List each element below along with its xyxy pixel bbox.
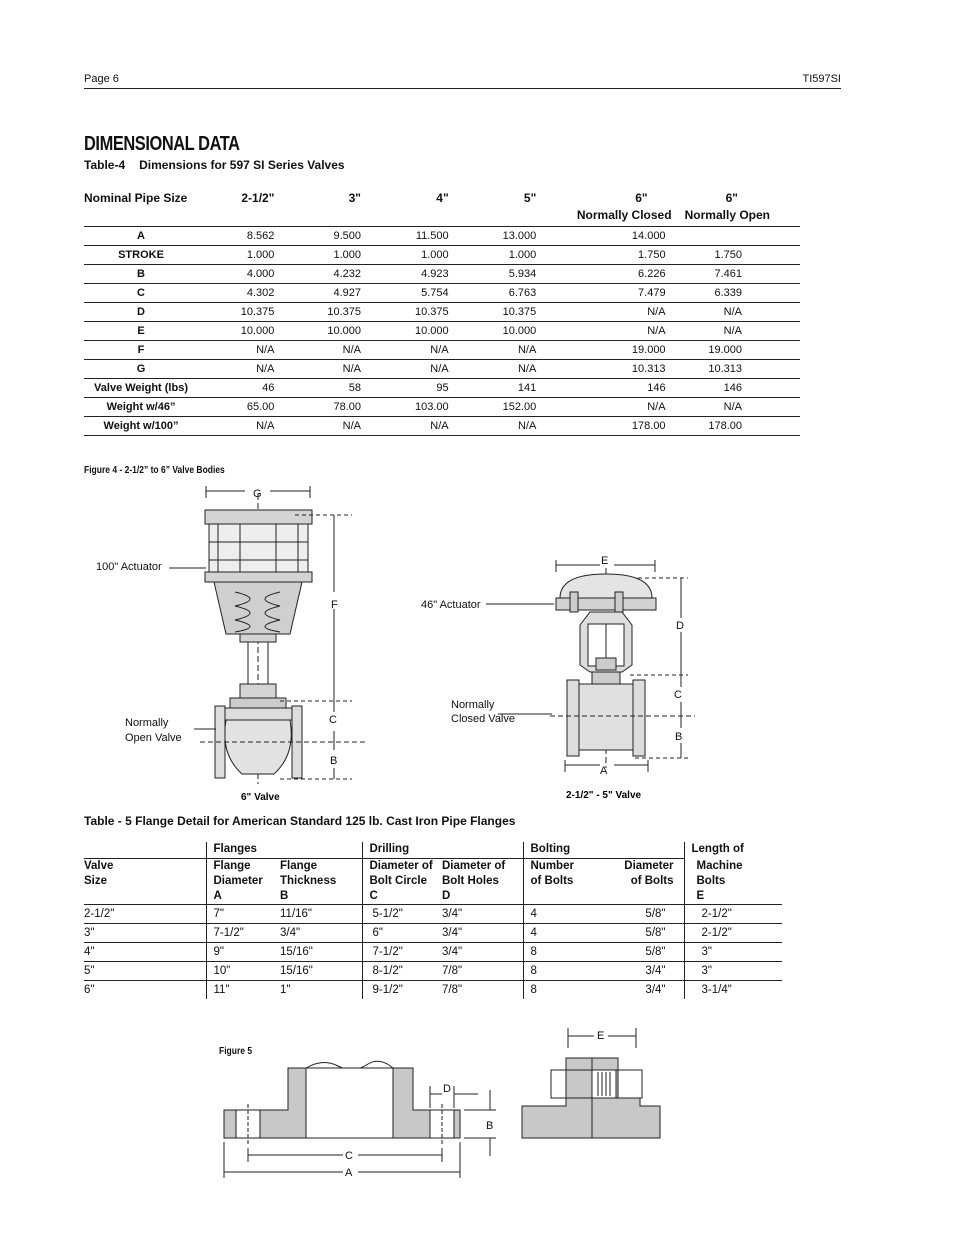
flange-dim-C-label: C [345,1150,353,1162]
page-number: Page 6 [84,73,119,85]
dim-C-label: C [329,714,337,726]
length-group-header: Length of [684,842,782,859]
col-bolt-circle: Diameter of Bolt Circle C [362,859,442,905]
dim-cell: 4.923 [367,265,455,284]
table4-caption-text: Dimensions for 597 SI Series Valves [139,158,345,172]
dim-cell: 1.000 [198,246,280,265]
flange-cell: 3/4" [442,924,523,943]
dim-cell: 1.000 [367,246,455,265]
dim-cell: 11.500 [367,227,455,246]
dim-cell: 65.00 [198,398,280,417]
dim-table-header-0: Nominal Pipe Size [84,191,188,205]
flange-cell: 8 [523,981,616,1000]
col-diameter-bolts: Diameter of Bolts [616,859,684,905]
dim-cell: 10.313 [542,360,679,379]
flange-table-row [84,981,782,1000]
dim-cell: N/A [680,322,800,341]
dim-cell: N/A [455,417,543,436]
flange-dim-B-label: B [486,1120,494,1132]
col-valve-size: Valve Size [84,859,206,905]
six-inch-valve-caption: 6" Valve [241,792,280,803]
document-id: TI597SI [802,73,841,85]
section-title: DIMENSIONAL DATA [84,133,240,155]
dim-table-row [84,322,800,341]
dim-cell: N/A [367,360,455,379]
normally-closed-label-2: Closed Valve [451,713,515,725]
flange-table-row [84,905,782,924]
dim-cell: N/A [455,341,543,360]
dim-row-label: E [84,322,198,341]
dim-C2-label: C [674,689,682,701]
dim-cell: N/A [680,303,800,322]
dim-cell: 10.375 [455,303,543,322]
six-inch-valve-drawing [90,484,380,804]
dim-cell: 6.226 [542,265,679,284]
dim-cell: 10.313 [680,360,800,379]
flange-detail-table [84,842,782,999]
dim-cell: 4.232 [280,265,367,284]
table5-caption: Table - 5 Flange Detail for American Standard 125 lb. Cast Iron Pipe Flanges [84,814,516,828]
flange-table-row [84,962,782,981]
actuator-46-label: 46" Actuator [421,599,481,611]
flange-cell: 2-1/2" [684,924,782,943]
dim-cell: N/A [367,417,455,436]
normally-closed-label-1: Normally [451,699,495,711]
dim-cell: 178.00 [680,417,800,436]
dim-table-row [84,360,800,379]
dim-table-row [84,284,800,303]
flange-cell: 2-1/2" [684,905,782,924]
dim-cell: 1.750 [680,246,800,265]
flange-cell: 3" [684,943,782,962]
dim-cell: 78.00 [280,398,367,417]
flanges-group-header: Flanges [206,842,362,859]
dim-cell: N/A [542,303,679,322]
flange-valve-size: 2-1/2" [84,905,206,924]
dim-row-label: STROKE [84,246,198,265]
dim-cell: 13.000 [455,227,543,246]
dim-cell [680,227,800,246]
dimensions-table [84,190,800,436]
normally-open-label-2: Open Valve [125,732,182,744]
dim-cell: N/A [198,341,280,360]
dim-cell: 10.000 [455,322,543,341]
dim-cell: 19.000 [680,341,800,360]
dim-cell: N/A [280,341,367,360]
dim-cell: N/A [198,360,280,379]
dim-cell: 10.000 [280,322,367,341]
dim-table-row [84,341,800,360]
dim-cell: 178.00 [542,417,679,436]
table4-caption [84,158,345,172]
flange-valve-size: 6" [84,981,206,1000]
dim-G-label: G [253,488,262,500]
dim-table-row [84,246,800,265]
dim-table-row [84,303,800,322]
flange-cell: 5/8" [616,924,684,943]
dim-cell: 7.479 [542,284,679,303]
flange-table-row [84,924,782,943]
dim-D-label: D [676,620,684,632]
flange-section-drawing [218,1060,500,1180]
dim-B2-label: B [675,731,683,743]
actuator-100-label: 100" Actuator [96,561,162,573]
flange-cell: 10" [206,962,280,981]
flange-cell: 3" [684,962,782,981]
dim-cell: 1.000 [280,246,367,265]
flange-cell: 3-1/4" [684,981,782,1000]
dim-table-row [84,265,800,284]
flange-cell: 5-1/2" [362,905,442,924]
col-flange-diameter: Flange Diameter A [206,859,280,905]
flange-cell: 8-1/2" [362,962,442,981]
flange-cell: 4 [523,905,616,924]
figure4-caption: Figure 4 - 2-1/2” to 6” Valve Bodies [84,465,225,476]
dim-cell: 5.754 [367,284,455,303]
flange-cell: 5/8" [616,943,684,962]
dim-cell: N/A [542,322,679,341]
flange-valve-size: 5" [84,962,206,981]
flange-cell: 11/16" [280,905,362,924]
flange-cell: 15/16" [280,943,362,962]
dim-E-label: E [601,555,609,567]
dim-cell: 7.461 [680,265,800,284]
col-bolt-holes: Diameter of Bolt Holes D [442,859,523,905]
dim-row-label: F [84,341,198,360]
dim-row-label: B [84,265,198,284]
dim-table-row [84,379,800,398]
flange-cell: 7" [206,905,280,924]
dim-row-label: Weight w/46” [84,398,198,417]
small-valve-drawing [420,550,710,802]
dim-row-label: D [84,303,198,322]
dim-cell: 103.00 [367,398,455,417]
flange-cell: 7/8" [442,981,523,1000]
dim-cell: 146 [680,379,800,398]
dim-cell: 46 [198,379,280,398]
figure5-caption: Figure 5 [219,1046,253,1057]
dim-cell: N/A [542,398,679,417]
joint-dim-E-label: E [597,1030,605,1042]
dim-F-label: F [331,599,338,611]
flange-valve-size: 4" [84,943,206,962]
flange-cell: 3/4" [442,943,523,962]
flange-cell: 9-1/2" [362,981,442,1000]
dim-table-header-2: 3" [348,191,361,205]
bolted-joint-drawing [518,1022,664,1142]
dim-cell: 152.00 [455,398,543,417]
flange-cell: 15/16" [280,962,362,981]
dim-table-row [84,417,800,436]
flange-cell: 6" [362,924,442,943]
dim-cell: N/A [455,360,543,379]
flange-dim-A-label: A [345,1167,353,1179]
dim-cell: N/A [280,360,367,379]
table4-label: Table-4 [84,158,126,172]
dim-cell: 19.000 [542,341,679,360]
dim-cell: 10.000 [367,322,455,341]
dim-table-header-5: 6" Normally Closed [576,191,672,222]
flange-cell: 11" [206,981,280,1000]
dim-cell: N/A [367,341,455,360]
flange-cell: 7-1/2" [206,924,280,943]
dim-B-label: B [330,755,338,767]
dim-table-row [84,398,800,417]
dim-cell: 8.562 [198,227,280,246]
dim-cell: 141 [455,379,543,398]
dim-cell: 146 [542,379,679,398]
dim-row-label: Valve Weight (lbs) [84,379,198,398]
dim-cell: 1.000 [455,246,543,265]
dim-cell: 14.000 [542,227,679,246]
flange-cell: 3/4" [616,962,684,981]
dim-cell: 4.927 [280,284,367,303]
flange-cell: 1" [280,981,362,1000]
dim-cell: 10.375 [280,303,367,322]
dim-table-row [84,227,800,246]
dim-cell: N/A [280,417,367,436]
dim-row-label: Weight w/100” [84,417,198,436]
dim-table-header-4: 5" [523,191,537,205]
dim-row-label: C [84,284,198,303]
dim-row-label: G [84,360,198,379]
small-valve-caption: 2-1/2" - 5" Valve [566,790,642,801]
dim-cell: 9.500 [280,227,367,246]
dim-row-label: A [84,227,198,246]
flange-dim-D-label: D [443,1083,451,1095]
dim-cell: 58 [280,379,367,398]
drilling-group-header: Drilling [362,842,523,859]
col-flange-thickness: Flange Thickness B [280,859,362,905]
flange-valve-size: 3" [84,924,206,943]
dim-cell: 6.763 [455,284,543,303]
dim-cell: 5.934 [455,265,543,284]
flange-cell: 7-1/2" [362,943,442,962]
flange-cell: 9" [206,943,280,962]
dim-cell: 10.000 [198,322,280,341]
dimensions-table-header [84,190,800,227]
dim-cell: 10.375 [198,303,280,322]
flange-cell: 3/4" [616,981,684,1000]
dim-cell: 6.339 [680,284,800,303]
normally-open-label-1: Normally [125,717,169,729]
flange-cell: 3/4" [442,905,523,924]
header-rule [84,88,841,89]
col-number-bolts: Number of Bolts [523,859,616,905]
flange-cell: 8 [523,962,616,981]
dim-cell: 95 [367,379,455,398]
flange-table-row [84,943,782,962]
bolting-group-header: Bolting [523,842,684,859]
dim-cell: N/A [198,417,280,436]
flange-cell: 7/8" [442,962,523,981]
flange-cell: 4 [523,924,616,943]
dim-cell: 1.750 [542,246,679,265]
flange-cell: 3/4" [280,924,362,943]
dim-table-header-1: 2-1/2" [241,191,275,205]
dim-cell: N/A [680,398,800,417]
dim-table-header-3: 4" [436,191,449,205]
dim-table-header-6: 6" Normally Open [684,191,770,222]
flange-cell: 5/8" [616,905,684,924]
dim-cell: 4.000 [198,265,280,284]
dim-cell: 4.302 [198,284,280,303]
flange-cell: 8 [523,943,616,962]
dim-A-label: A [600,765,608,777]
dim-cell: 10.375 [367,303,455,322]
col-machine-bolts: Machine Bolts E [684,859,782,905]
